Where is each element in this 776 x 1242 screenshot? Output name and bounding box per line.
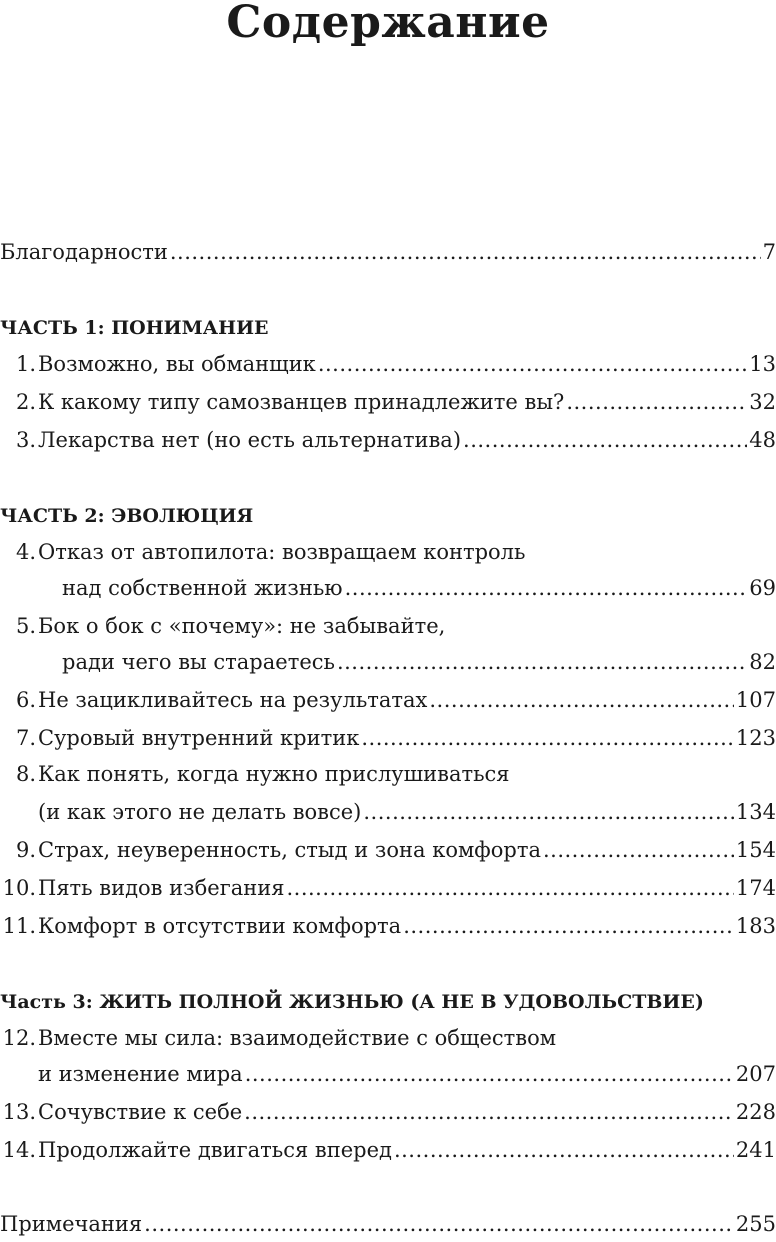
page-number: 82: [749, 650, 776, 674]
toc-entry-chapter-8-line-2[interactable]: [0, 794, 776, 830]
page-number: 13: [749, 352, 776, 376]
dot-leader: [403, 908, 734, 944]
dot-leader: [345, 570, 748, 606]
toc-entry-chapter-12-line-2[interactable]: [0, 1056, 776, 1092]
chapter-number: 9.: [15, 838, 36, 862]
chapter-title: К какому типу самозванцев принадлежите вы?: [38, 390, 565, 414]
dot-leader: [429, 682, 734, 718]
page-number: 48: [749, 428, 776, 452]
chapter-number: 14.: [2, 1138, 36, 1162]
chapter-title: Лекарства нет (но есть альтернатива): [38, 428, 462, 452]
page-number: 7: [762, 240, 776, 264]
toc-entry-chapter-8-line-1[interactable]: [0, 756, 776, 792]
dot-leader: [144, 1206, 734, 1242]
toc-entry-chapter-10[interactable]: [0, 870, 776, 906]
chapter-number: 5.: [15, 614, 36, 638]
toc-entry-chapter-5-line-2[interactable]: [0, 644, 776, 680]
dot-leader: [170, 234, 761, 270]
page-number: 207: [735, 1062, 776, 1086]
dot-leader: [337, 644, 747, 680]
dot-leader: [245, 1056, 734, 1092]
entry-label: Примечания: [0, 1212, 143, 1236]
page-number: 154: [735, 838, 776, 862]
chapter-title-continued: ради чего вы стараетесь: [62, 650, 335, 674]
toc-entry-chapter-4-line-2[interactable]: [0, 570, 776, 606]
chapter-title: Возможно, вы обманщик: [38, 352, 316, 376]
dot-leader: [566, 384, 747, 420]
dot-leader: [286, 870, 733, 906]
toc-entry-notes[interactable]: [0, 1206, 776, 1242]
page-number: 174: [735, 876, 776, 900]
part-heading-2: ЧАСТЬ 2: ЭВОЛЮЦИЯ: [0, 505, 254, 527]
chapter-title: Не зацикливайтесь на результатах: [38, 688, 428, 712]
toc-entry-chapter-3[interactable]: [0, 422, 776, 458]
chapter-title: Суровый внутренний критик: [38, 726, 360, 750]
chapter-title-continued: над собственной жизнью: [62, 576, 343, 600]
toc-entry-chapter-7[interactable]: [0, 720, 776, 756]
toc-entry-chapter-11[interactable]: [0, 908, 776, 944]
chapter-title: Отказ от автопилота: возвращаем контроль: [38, 540, 526, 564]
chapter-title: Вместе мы сила: взаимодействие с обществом: [38, 1026, 557, 1050]
toc-entry-acknowledgements[interactable]: [0, 234, 776, 270]
chapter-number: 1.: [15, 352, 36, 376]
dot-leader: [244, 1094, 734, 1130]
chapter-title: Продолжайте двигаться вперед: [38, 1138, 392, 1162]
toc-entry-chapter-4-line-1[interactable]: [0, 534, 776, 570]
chapter-number: 12.: [2, 1026, 36, 1050]
page-number: 123: [735, 726, 776, 750]
chapter-title: Как понять, когда нужно прислушиваться: [38, 762, 510, 786]
chapter-title: Комфорт в отсутствии комфорта: [38, 914, 402, 938]
toc-entry-chapter-14[interactable]: [0, 1132, 776, 1168]
chapter-number: 8.: [15, 762, 36, 786]
page-number: 134: [735, 800, 776, 824]
entry-label: Благодарности: [0, 240, 168, 264]
dot-leader: [394, 1132, 734, 1168]
chapter-title: Страх, неуверенность, стыд и зона комфорта: [38, 838, 541, 862]
chapter-title: Сочувствие к себе: [38, 1100, 243, 1124]
dot-leader: [361, 720, 734, 756]
page-title: Содержание: [226, 0, 550, 48]
part-heading-3: Часть 3: ЖИТЬ ПОЛНОЙ ЖИЗНЬЮ (А НЕ В УДОВОЛЬСТВИЕ): [0, 991, 704, 1013]
toc-entry-chapter-6[interactable]: [0, 682, 776, 718]
chapter-number: 4.: [15, 540, 36, 564]
dot-leader: [543, 832, 734, 868]
dot-leader: [463, 422, 747, 458]
chapter-number: 10.: [2, 876, 36, 900]
chapter-number: 6.: [15, 688, 36, 712]
page-number: 228: [735, 1100, 776, 1124]
dot-leader: [318, 346, 747, 382]
toc-entry-chapter-13[interactable]: [0, 1094, 776, 1130]
chapter-number: 13.: [2, 1100, 36, 1124]
toc-entry-chapter-9[interactable]: [0, 832, 776, 868]
toc-entry-chapter-1[interactable]: [0, 346, 776, 382]
part-heading-1: ЧАСТЬ 1: ПОНИМАНИЕ: [0, 317, 269, 339]
page-number: 183: [735, 914, 776, 938]
page-number: 107: [735, 688, 776, 712]
page-number: 255: [735, 1212, 776, 1236]
chapter-title: Бок о бок с «почему»: не забывайте,: [38, 614, 446, 638]
dot-leader: [363, 794, 734, 830]
toc-entry-chapter-12-line-1[interactable]: [0, 1020, 776, 1056]
chapter-title-continued: (и как этого не делать вовсе): [38, 800, 362, 824]
chapter-title: Пять видов избегания: [38, 876, 285, 900]
toc-entry-chapter-2[interactable]: [0, 384, 776, 420]
page-number: 32: [749, 390, 776, 414]
page-number: 241: [735, 1138, 776, 1162]
chapter-title-continued: и изменение мира: [38, 1062, 243, 1086]
toc-entry-chapter-5-line-1[interactable]: [0, 608, 776, 644]
chapter-number: 7.: [15, 726, 36, 750]
chapter-number: 3.: [15, 428, 36, 452]
chapter-number: 11.: [2, 914, 36, 938]
page-number: 69: [749, 576, 776, 600]
chapter-number: 2.: [15, 390, 36, 414]
